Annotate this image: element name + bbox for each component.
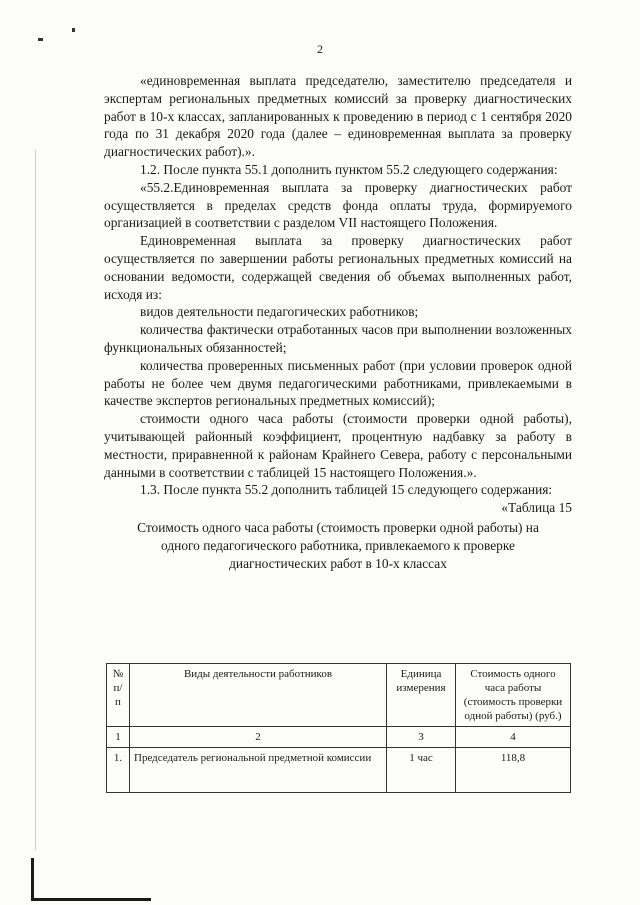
paragraph: «55.2.Единовременная выплата за проверку диагностических работ осуществляется в пределах средств фонда оплаты труда, формируемого организацией в соответствии с разделом VII настоящего Положения. [104, 179, 572, 231]
table-cell: 1. [107, 748, 130, 793]
table-cell: Председатель региональной предметной комиссии [130, 748, 387, 793]
list-item: количества проверенных письменных работ (при условии проверок одной работы не более чем двумя педагогическими работниками, привлекаемыми в качестве экспертов региональных предметных комиссий); [104, 357, 572, 409]
list-item: количества фактически отработанных часов при выполнении возложенных функциональных обязанностей; [104, 322, 572, 355]
paragraph: Единовременная выплата за проверку диагностических работ осуществляется по завершении работы региональных предметных комиссий на основании ведомости, содержащей сведения об объемах выполненных работ, исходя из: [104, 233, 572, 302]
table-caption: Стоимость одного часа работы (стоимость проверки одной работы) на одного педагогического работника, привлекаемого к проверке диагностических работ в 10-х классах [137, 519, 539, 571]
header-cell: № п/п [107, 664, 130, 727]
header-cell: Стоимость одного часа работы (стоимость проверки одной работы) (руб.) [456, 664, 571, 727]
scan-edge-line [35, 150, 36, 850]
table-cell: 118,8 [456, 748, 571, 793]
cost-table [106, 663, 571, 793]
paragraph: «единовременная выплата председателю, заместителю председателя и экспертам региональных предметных комиссий за проверку диагностических работ в 10-х классах, запланированных к проведению в период с 1 сентября 2020 года по 31 декабря 2020 года (далее – единовременная выплата за проверку диагностических работ).». [104, 73, 572, 160]
scan-corner-mark [31, 898, 151, 901]
table-row [107, 748, 571, 793]
page-number: 2 [317, 42, 323, 56]
scan-mark [38, 38, 43, 41]
header-cell: Единица измерения [387, 664, 456, 727]
column-number: 4 [456, 727, 571, 748]
document-body [104, 72, 572, 572]
paragraph: 1.2. После пункта 55.1 дополнить пунктом 55.2 следующего содержания: [140, 161, 558, 177]
header-cell: Виды деятельности работников [130, 664, 387, 727]
column-number: 3 [387, 727, 456, 748]
column-number: 1 [107, 727, 130, 748]
paragraph: 1.3. После пункта 55.2 дополнить таблицей 15 следующего содержания: [140, 482, 553, 498]
column-number: 2 [130, 727, 387, 748]
table-cell: 1 час [387, 748, 456, 793]
list-item: стоимости одного часа работы (стоимости проверки одной работы), учитывающей районный коэффициент, процентную надбавку за работу в местности, приравненной к районам Крайнего Севера, работу с персональными данными в соответствии с таблицей 15 настоящего Положения.». [104, 411, 572, 480]
list-item: видов деятельности педагогических работников; [140, 304, 419, 320]
column-number-row [107, 727, 571, 748]
scan-mark [72, 28, 75, 32]
table-label: «Таблица 15 [501, 500, 572, 516]
scan-corner-mark [31, 858, 34, 900]
table-header-row [107, 664, 571, 727]
